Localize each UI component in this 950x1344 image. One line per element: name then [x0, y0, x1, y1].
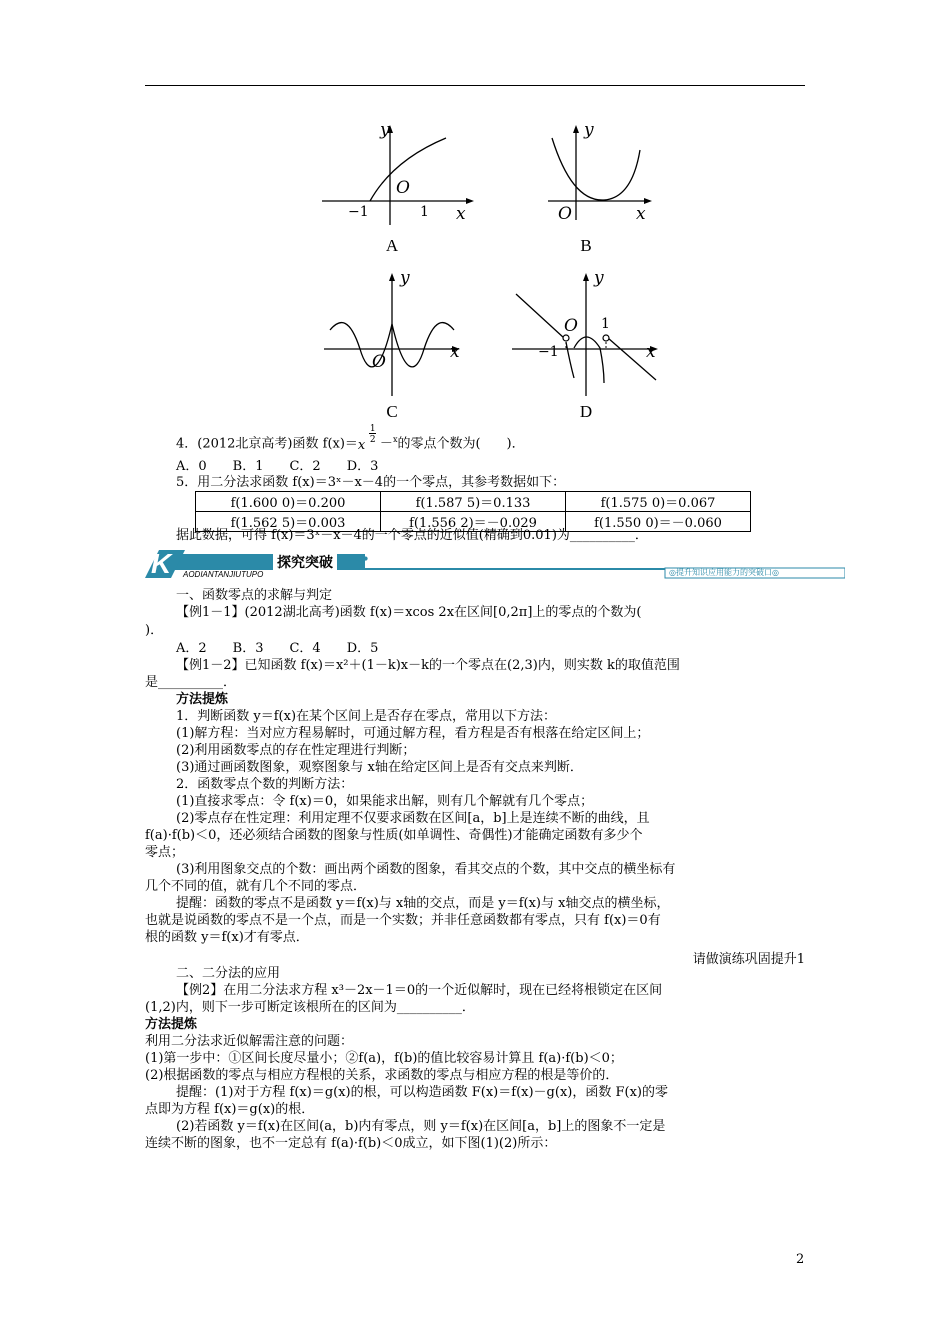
- page-number: 2: [796, 1252, 805, 1267]
- method2-line: 连续不断的图象，也不一定总有 f(a)·f(b)＜0成立，如下图(1)(2)所示：: [145, 1136, 557, 1151]
- table-cell: f(1.587 5)＝0.133: [381, 492, 566, 512]
- graph-a-caption: A: [385, 236, 399, 255]
- graph-c: [320, 268, 470, 398]
- banner-letter: K: [151, 548, 172, 579]
- graph-d-one: 1: [601, 316, 610, 332]
- banner-dots: •••: [345, 552, 370, 568]
- table-cell: f(1.550 0)＝－0.060: [566, 512, 751, 532]
- graph-d-neg1: −1: [538, 344, 559, 360]
- tip-line: 根的函数 y＝f(x)才有零点．: [145, 930, 309, 945]
- example-1-2: 【例1－2】已知函数 f(x)＝x²＋(1－k)x－k的一个零点在(2,3)内，则实数 k的取值范围: [176, 658, 680, 673]
- q4-text-b: －: [379, 436, 393, 452]
- graph-c-svg: [320, 268, 470, 398]
- tip-line: 也就是说函数的零点不是一个点，而是一个实数；并非任意函数都有零点，只有 f(x)＝0有: [145, 913, 661, 928]
- graph-d-svg: [508, 268, 668, 398]
- method-heading-2: 方法提炼: [145, 1017, 198, 1032]
- method-heading-1: 方法提炼: [176, 692, 229, 707]
- graph-c-caption: C: [386, 402, 398, 421]
- q4-exp-den: 2: [369, 435, 376, 446]
- section1-heading: 一、函数零点的求解与判定: [176, 588, 333, 603]
- method-line: (3)通过画函数图象，观察图象与 x轴在给定区间上是否有交点来判断．: [176, 760, 583, 775]
- q5-stem: 5．用二分法求函数 f(x)＝3ˣ－x－4的一个零点，其参考数据如下：: [176, 475, 566, 490]
- q4-exp-num: 1: [369, 424, 376, 435]
- table-cell: f(1.556 2)＝－0.029: [381, 512, 566, 532]
- graph-b: [520, 120, 660, 224]
- method-line: (1)直接求零点：令 f(x)＝0，如果能求出解，则有几个解就有几个零点；: [176, 794, 594, 809]
- graph-a-x-label: x: [456, 204, 466, 224]
- example-1-1-options: A．2 B．3 C．4 D．5: [176, 641, 379, 656]
- tip-line: 提醒：函数的零点不是函数 y＝f(x)与 x轴的交点，而是 y＝f(x)与 x轴交点的横坐标，: [176, 896, 670, 911]
- banner-slogan: ◎提升知识应用能力的突破口◎: [669, 568, 779, 577]
- banner-title: 探究突破: [273, 552, 337, 572]
- graph-a-svg: [318, 120, 478, 230]
- section2-heading: 二、二分法的应用: [176, 966, 281, 981]
- q5-after: 据此数据，可得 f(x)＝3ˣ－x－4的一个零点的近似值(精确到0.01)为__________．: [176, 528, 648, 543]
- method2-line: (1)第一步中：①区间长度尽量小；②f(a)，f(b)的值比较容易计算且 f(a)·f(b)＜0；: [145, 1051, 623, 1066]
- graph-b-x-label: x: [636, 204, 646, 224]
- method2-line: (2)根据函数的零点与相应方程根的关系，求函数的零点与相应方程的根是等价的．: [145, 1068, 619, 1083]
- example-2: 【例2】在用二分法求方程 x³－2x－1＝0的一个近似解时，现在已经将根锁定在区间: [176, 983, 663, 998]
- graph-c-origin: O: [372, 352, 386, 372]
- q4-base: x: [357, 438, 366, 454]
- example-1-2-end: 是__________．: [145, 675, 237, 690]
- example-1-1: 【例1－1】(2012湖北高考)函数 f(x)＝xcos 2x在区间[0,2π]上的零点的个数为(: [176, 605, 642, 620]
- example-1-1-end: )．: [145, 623, 164, 638]
- method-line: (2)零点存在性定理：利用定理不仅要求函数在区间[a，b]上是连续不断的曲线，且: [176, 811, 650, 826]
- graph-a-origin: O: [396, 178, 410, 198]
- graph-a: [318, 120, 478, 230]
- graph-a-one: 1: [420, 204, 429, 220]
- method-line: f(a)·f(b)＜0，还必须结合函数的图象与性质(如单调性、奇偶性)才能确定函数有多少个: [145, 828, 643, 843]
- header-rule: [145, 85, 805, 86]
- method-line: (3)利用图象交点的个数：画出两个函数的图象，看其交点的个数，其中交点的横坐标有: [176, 862, 676, 877]
- method-line: 几个不同的值，就有几个不同的零点．: [145, 879, 367, 894]
- q4-power: [357, 424, 380, 454]
- graph-d-origin: O: [564, 316, 578, 336]
- graph-c-y-label: y: [400, 268, 410, 288]
- method2-line: 利用二分法求近似解需注意的问题：: [145, 1034, 354, 1049]
- graph-d: [508, 268, 668, 398]
- graph-d-caption: D: [579, 402, 593, 421]
- q4-text-a: 4．(2012北京高考)函数 f(x)＝: [176, 436, 358, 452]
- table-cell: f(1.600 0)＝0.200: [196, 492, 381, 512]
- q4-stem: [176, 424, 525, 454]
- graph-a-y-label: y: [380, 120, 390, 140]
- method-line: 1．判断函数 y＝f(x)在某个区间上是否存在零点，常用以下方法：: [176, 709, 557, 724]
- practice-note: 请做演练巩固提升1: [692, 952, 805, 967]
- method-line: 零点；: [145, 845, 185, 860]
- graph-d-y-label: y: [594, 268, 604, 288]
- method2-line: (2)若函数 y＝f(x)在区间(a，b)内有零点，则 y＝f(x)在区间[a，b]上的图象不一定是: [176, 1119, 666, 1134]
- q5-table: [195, 491, 751, 532]
- section-banner: [145, 548, 845, 580]
- method-line: (2)利用函数零点的存在性定理进行判断；: [176, 743, 416, 758]
- method2-line: 提醒：(1)对于方程 f(x)＝g(x)的根，可以构造函数 F(x)＝f(x)－g(x)，函数 F(x)的零: [176, 1085, 668, 1100]
- graph-b-caption: B: [580, 236, 592, 255]
- example-2-end: (1,2)内，则下一步可断定该根所在的区间为__________．: [145, 1000, 475, 1015]
- q4-options: A．0 B．1 C．2 D．3: [176, 459, 379, 474]
- method-line: 2．函数零点个数的判断方法：: [176, 777, 354, 792]
- table-row: [196, 492, 751, 512]
- banner-pinyin: AODIANTANJIUTUPO: [183, 570, 264, 579]
- graph-d-x-label: x: [646, 342, 656, 362]
- graph-a-neg1: −1: [348, 204, 369, 220]
- graph-b-y-label: y: [584, 120, 594, 140]
- table-cell: f(1.575 0)＝0.067: [566, 492, 751, 512]
- q4-text-c: 的零点个数为( )．: [397, 436, 525, 452]
- method-line: (1)解方程：当对应方程易解时，可通过解方程，看方程是否有根落在给定区间上；: [176, 726, 650, 741]
- graph-c-x-label: x: [450, 342, 460, 362]
- table-cell: f(1.562 5)＝0.003: [196, 512, 381, 532]
- q4-exp-x: x: [392, 435, 398, 444]
- method2-line: 点即为方程 f(x)＝g(x)的根．: [145, 1102, 315, 1117]
- graph-b-origin: O: [558, 204, 572, 224]
